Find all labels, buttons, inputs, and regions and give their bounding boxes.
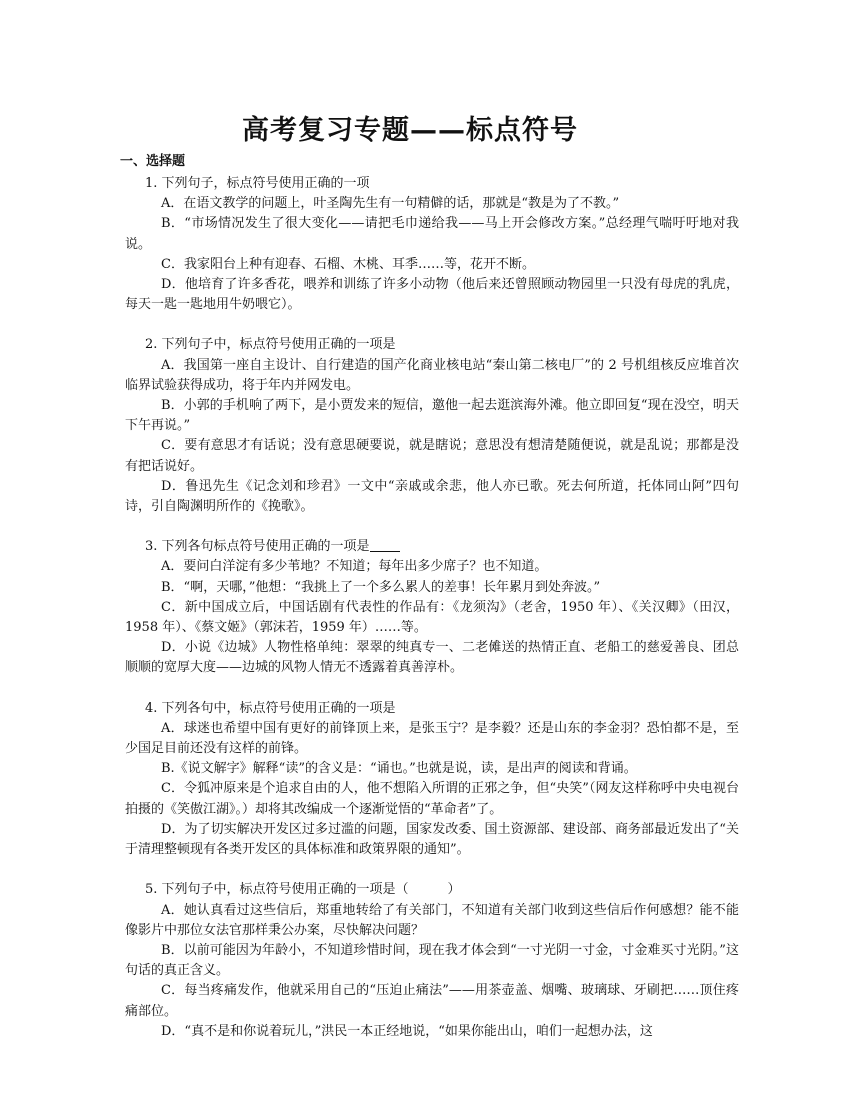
option-b: B．“啊，天哪，”他想：“我挑上了一个多么累人的差事！长年累月到处奔波。” (161, 579, 601, 595)
option-d: D．为了切实解决开发区过多过滥的问题，国家发改委、国土资源部、建设部、商务部最近发出了“关于清理整顿现有各类开发区的具体标准和政策界限的通知”。 (125, 821, 739, 858)
question-stem: 2. 下列句子中，标点符号使用正确的一项是 (145, 337, 396, 353)
option-c: C．我家阳台上种有迎春、石榴、木桃、耳季……等，花开不断。 (161, 256, 535, 272)
option-c: C．每当疼痛发作，他就采用自己的“压迫止痛法”——用茶壶盖、烟嘴、玻璃球、牙刷把……顶住疼痛部位。 (125, 983, 739, 1019)
question-4 (125, 699, 739, 861)
page-title: 高考复习专题——标点符号 (242, 115, 578, 146)
option-d: D．鲁迅先生《记念刘和珍君》一文中“亲戚或余悲，他人亦已歌。死去何所道，托体同山阿”四句诗，引自陶渊明所作的《挽歌》。 (125, 478, 739, 515)
question-stem-line (125, 537, 739, 557)
option-c: C．要有意思才有话说；没有意思硬要说，就是瞎说；意思没有想清楚随便说，就是乱说；那都是没有把话说好。 (125, 438, 739, 474)
option-a: A．球迷也希望中国有更好的前锋顶上来，是张玉宁？是李毅？还是山东的李金羽？恐怕都不是，至少国足目前还没有这样的前锋。 (125, 720, 739, 757)
question-3 (125, 537, 739, 678)
question-stem: 5. 下列句子中，标点符号使用正确的一项是（ ） (145, 882, 461, 898)
option-b: B．“市场情况发生了很大变化——请把毛巾递给我——马上开会修改方案。”总经理气喘吁吁地对我说。 (125, 216, 739, 252)
question-2 (125, 335, 739, 517)
option-c: C．新中国成立后，中国话剧有代表性的作品有：《龙须沟》（老舍，1950 年）、《关汉卿》（田汉，1958 年）、《蔡文姬》（郭沫若，1959 年）……等。 (125, 599, 739, 636)
option-b: B．以前可能因为年龄小，不知道珍惜时间，现在我才体会到“一寸光阴一寸金，寸金难买寸光阴。”这句话的真正含义。 (125, 942, 739, 979)
option-a: A．我国第一座自主设计、自行建造的国产化商业核电站“秦山第二核电厂”的 2 号机组核反应堆首次临界试验获得成功，将于年内并网发电。 (125, 357, 739, 393)
answer-blank (370, 537, 400, 552)
option-d: D．他培育了许多香花，喂养和训练了许多小动物（他后来还曾照顾动物园里一只没有母虎的乳虎，每天一匙一匙地用牛奶喂它）。 (125, 277, 739, 313)
question-stem: 4. 下列各句中，标点符号使用正确的一项是 (145, 700, 396, 716)
questions-list (125, 174, 739, 1062)
option-a: A．她认真看过这些信后，郑重地转给了有关部门，不知道有关部门收到这些信后作何感想？能不能像影片中那位女法官那样秉公办案，尽快解决问题？ (125, 902, 739, 938)
question-5 (125, 880, 739, 1042)
section-heading: 一、选择题 (120, 154, 186, 169)
option-a: A．在语文教学的问题上，叶圣陶先生有一句精僻的话，那就是“教是为了不教。” (161, 196, 620, 212)
question-1 (125, 174, 739, 315)
question-stem: 3. 下列各句标点符号使用正确的一项是 (145, 539, 370, 555)
option-a: A．要问白洋淀有多少苇地？不知道；每年出多少席子？也不知道。 (161, 559, 548, 575)
option-d: D．“真不是和你说着玩儿，”洪民一本正经地说，“如果你能出山，咱们一起想办法，这 (161, 1023, 653, 1039)
option-b: B.《说文解字》解释“读”的含义是：“诵也。”也就是说，读，是出声的阅读和背诵。 (161, 761, 637, 777)
question-stem: 1. 下列句子，标点符号使用正确的一项 (145, 176, 370, 191)
option-c: C．令狐冲原来是个追求自由的人，他不想陷入所谓的正邪之争，但“央笑”（网友这样称呼中央电视台拍摄的《笑傲江湖》。）却将其改编成一个逐渐觉悟的“革命者”了。 (125, 781, 739, 817)
option-d: D．小说《边城》人物性格单纯：翠翠的纯真专一、二老傩送的热情正直、老船工的慈爱善良、团总顺顺的宽厚大度——边城的风物人情无不透露着真善淳朴。 (125, 640, 739, 676)
option-b: B．小郭的手机响了两下，是小贾发来的短信，邀他一起去逛滨海外滩。他立即回复“现在没空，明天下午再说。” (125, 398, 739, 434)
